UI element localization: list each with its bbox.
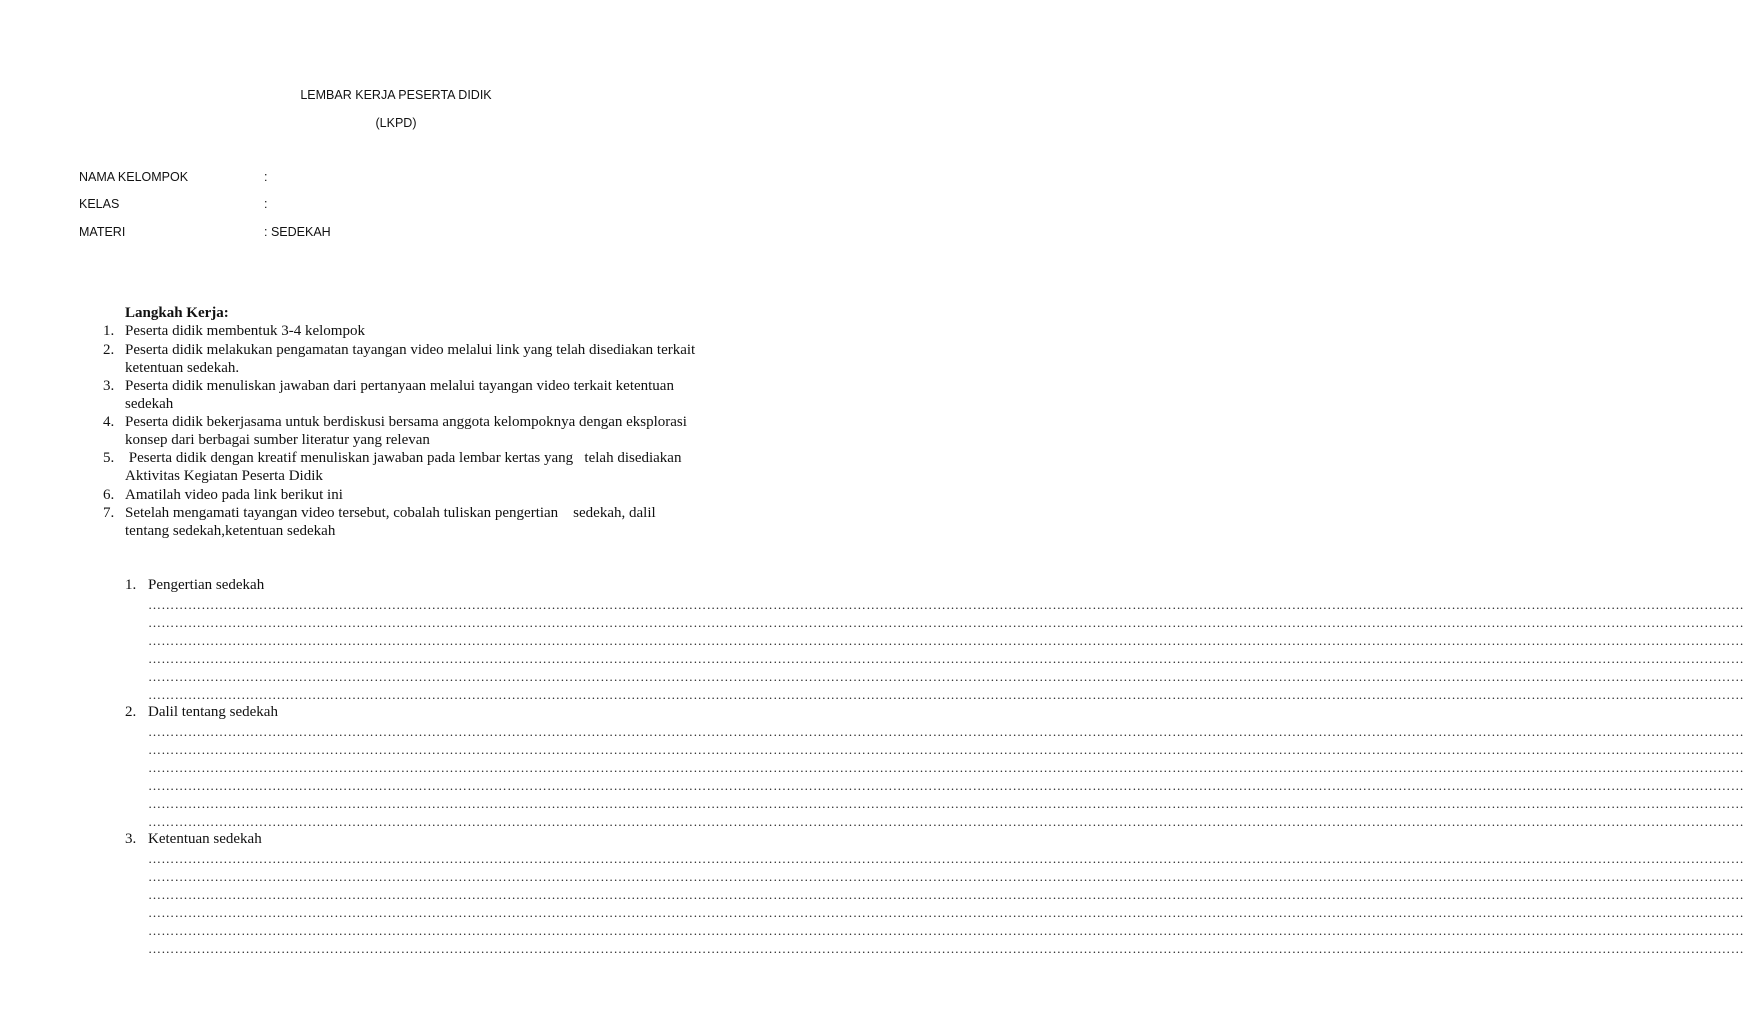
field-label-kelas: KELAS [79, 197, 120, 211]
answer-line[interactable]: ……………………………………………………………………………………………………………………………………………………………………………………………………………………………………………………………………………………………………………………………… [148, 633, 1744, 648]
step-number: 5. [103, 450, 115, 466]
answer-line[interactable]: ……………………………………………………………………………………………………………………………………………………………………………………………………………………………………………………………………………………………………………………………… [148, 941, 1744, 956]
answer-line[interactable]: ……………………………………………………………………………………………………………………………………………………………………………………………………………………………………………………………………………………………………………………………… [148, 778, 1744, 793]
step-text: Peserta didik dengan kreatif menuliskan jawaban pada lembar kertas yang telah disediakan [125, 450, 682, 466]
step-text: ketentuan sedekah. [125, 360, 240, 376]
answer-line[interactable]: ……………………………………………………………………………………………………………………………………………………………………………………………………………………………………………………………………………………………………………………………… [148, 796, 1744, 811]
step-text: Peserta didik menuliskan jawaban dari pertanyaan melalui tayangan video terkait ketentuan [125, 378, 674, 394]
answer-line[interactable]: ……………………………………………………………………………………………………………………………………………………………………………………………………………………………………………………………………………………………………………………………… [148, 724, 1744, 739]
document-title: LEMBAR KERJA PESERTA DIDIK [300, 88, 492, 102]
field-value-nama-kelompok: : [264, 170, 268, 184]
answer-line[interactable]: ……………………………………………………………………………………………………………………………………………………………………………………………………………………………………………………………………………………………………………………………… [148, 669, 1744, 684]
step-text: Amatilah video pada link berikut ini [125, 487, 343, 503]
field-value-materi: : SEDEKAH [264, 225, 331, 239]
document-subtitle: (LKPD) [375, 116, 417, 130]
step-number: 1. [103, 323, 115, 339]
answer-line[interactable]: ……………………………………………………………………………………………………………………………………………………………………………………………………………………………………………………………………………………………………………………………… [148, 597, 1744, 612]
answer-line[interactable]: ……………………………………………………………………………………………………………………………………………………………………………………………………………………………………………………………………………………………………………………………… [148, 615, 1744, 630]
steps-heading: Langkah Kerja: [125, 305, 229, 321]
question-number: 3. [125, 831, 137, 847]
question-label-pengertian: Pengertian sedekah [148, 577, 265, 593]
step-text: Peserta didik membentuk 3-4 kelompok [125, 323, 365, 339]
step-text: Peserta didik melakukan pengamatan tayangan video melalui link yang telah disediakan terkait [125, 342, 696, 358]
question-label-ketentuan: Ketentuan sedekah [148, 831, 262, 847]
answer-line[interactable]: ……………………………………………………………………………………………………………………………………………………………………………………………………………………………………………………………………………………………………………………………… [148, 760, 1744, 775]
step-number: 7. [103, 505, 115, 521]
step-number: 4. [103, 414, 115, 430]
answer-line[interactable]: ……………………………………………………………………………………………………………………………………………………………………………………………………………………………………………………………………………………………………………………………… [148, 923, 1744, 938]
answer-line[interactable]: ……………………………………………………………………………………………………………………………………………………………………………………………………………………………………………………………………………………………………………………………… [148, 887, 1744, 902]
answer-line[interactable]: ……………………………………………………………………………………………………………………………………………………………………………………………………………………………………………………………………………………………………………………………… [148, 814, 1744, 829]
step-number: 3. [103, 378, 115, 394]
step-text: Peserta didik bekerjasama untuk berdiskusi bersama anggota kelompoknya dengan eksplorasi [125, 414, 687, 430]
step-text: Aktivitas Kegiatan Peserta Didik [125, 468, 323, 484]
question-label-dalil: Dalil tentang sedekah [148, 704, 278, 720]
step-text: Setelah mengamati tayangan video tersebut, cobalah tuliskan pengertian sedekah, dalil [125, 505, 656, 521]
step-text: tentang sedekah,ketentuan sedekah [125, 523, 336, 539]
answer-line[interactable]: ……………………………………………………………………………………………………………………………………………………………………………………………………………………………………………………………………………………………………………………………… [148, 905, 1744, 920]
step-number: 2. [103, 342, 115, 358]
field-label-materi: MATERI [79, 225, 126, 239]
answer-line[interactable]: ……………………………………………………………………………………………………………………………………………………………………………………………………………………………………………………………………………………………………………………………… [148, 742, 1744, 757]
step-text: konsep dari berbagai sumber literatur yang relevan [125, 432, 430, 448]
answer-line[interactable]: ……………………………………………………………………………………………………………………………………………………………………………………………………………………………………………………………………………………………………………………………… [148, 851, 1744, 866]
field-label-nama-kelompok: NAMA KELOMPOK [79, 170, 189, 184]
answer-line[interactable]: ……………………………………………………………………………………………………………………………………………………………………………………………………………………………………………………………………………………………………………………………… [148, 651, 1744, 666]
answer-line[interactable]: ……………………………………………………………………………………………………………………………………………………………………………………………………………………………………………………………………………………………………………………………… [148, 687, 1744, 702]
question-number: 1. [125, 577, 137, 593]
step-number: 6. [103, 487, 115, 503]
field-value-kelas: : [264, 197, 268, 211]
step-text: sedekah [125, 396, 174, 412]
question-number: 2. [125, 704, 137, 720]
answer-line[interactable]: ……………………………………………………………………………………………………………………………………………………………………………………………………………………………………………………………………………………………………………………………… [148, 869, 1744, 884]
